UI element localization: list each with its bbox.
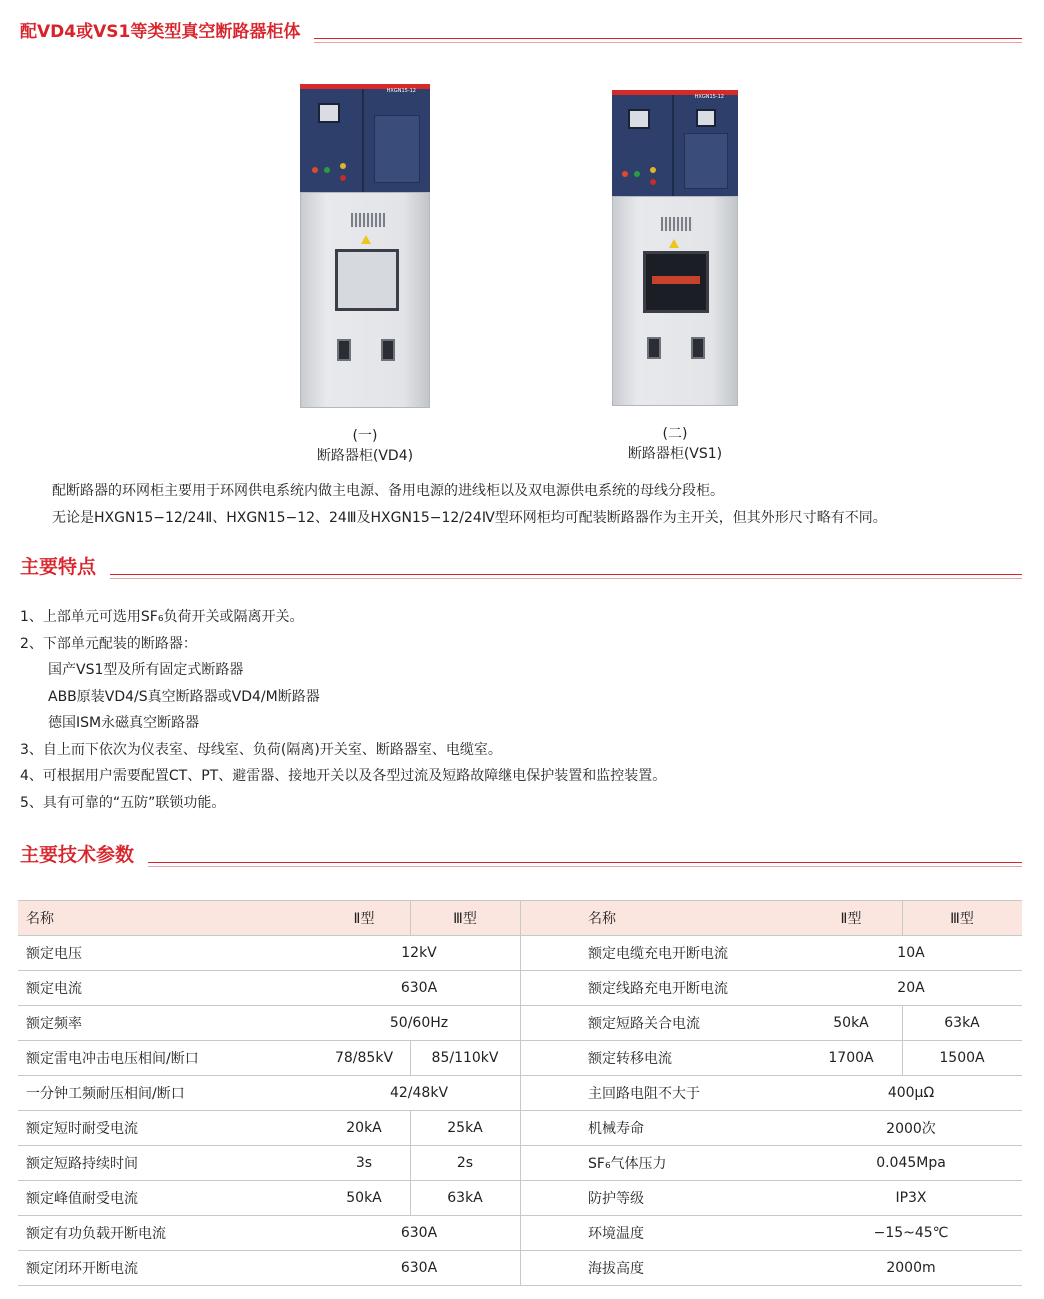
param-name: 额定转移电流 xyxy=(588,1051,672,1067)
table-row xyxy=(18,1251,1022,1286)
table-row xyxy=(18,1181,1022,1216)
feature-item: 1、上部单元可选用SF₆负荷开关或隔离开关。 xyxy=(20,609,304,625)
caption-index: (二) xyxy=(662,426,688,442)
param-name: 额定短路关合电流 xyxy=(588,1016,700,1032)
param-value: IP3X xyxy=(895,1190,927,1206)
feature-subitem: 国产VS1型及所有固定式断路器 xyxy=(48,662,244,678)
cabinet-model-label: HXGN15-12 xyxy=(694,94,724,100)
param-value-type3: 25kA xyxy=(447,1120,483,1136)
param-value: 2000次 xyxy=(886,1121,936,1137)
feature-item: 2、下部单元配装的断路器： xyxy=(20,635,197,652)
param-value: 12kV xyxy=(401,945,437,961)
section-heading-features xyxy=(20,558,1022,577)
param-name: 额定短路持续时间 xyxy=(26,1156,138,1172)
cabinet-caption-vs1 xyxy=(600,424,750,464)
param-value-type2: 50kA xyxy=(833,1015,869,1031)
table-row xyxy=(18,1041,1022,1076)
param-name: 机械寿命 xyxy=(588,1121,644,1137)
cabinet-caption-vd4 xyxy=(290,426,440,466)
param-value: 630A xyxy=(400,1225,438,1241)
header-name: 名称 xyxy=(588,911,616,927)
param-value-type3: 1500A xyxy=(939,1050,985,1066)
param-value-type2: 1700A xyxy=(828,1050,874,1066)
param-value: 400μΩ xyxy=(887,1085,935,1101)
header-type2: Ⅱ型 xyxy=(353,911,375,927)
param-name: 额定电流 xyxy=(26,981,82,997)
table-row xyxy=(18,971,1022,1006)
feature-item: 5、具有可靠的“五防”联锁功能。 xyxy=(20,794,226,811)
table-row xyxy=(18,1076,1022,1111)
param-value: 50/60Hz xyxy=(389,1015,449,1031)
section-heading-parameters xyxy=(20,846,1022,865)
param-value: 20A xyxy=(897,980,925,996)
param-name: 额定闭环开断电流 xyxy=(26,1261,138,1277)
section-title: 配VD4或VS1等类型真空断路器柜体 xyxy=(20,22,301,42)
feature-subitem: 德国ISM永磁真空断路器 xyxy=(48,715,200,731)
param-name: 防护等级 xyxy=(588,1191,644,1207)
param-value: 42/48kV xyxy=(389,1085,449,1101)
heading-rule xyxy=(110,574,1022,575)
caption-name: 断路器柜(VS1) xyxy=(627,446,723,462)
param-name: 额定频率 xyxy=(26,1016,82,1032)
param-value-type3: 2s xyxy=(456,1155,474,1171)
param-name: SF₆气体压力 xyxy=(588,1156,667,1172)
param-value-type2: 50kA xyxy=(346,1190,382,1206)
param-value-type3: 63kA xyxy=(447,1190,483,1206)
cabinet-model-label: HXGN15-12 xyxy=(386,88,416,94)
param-name: 额定有功负载开断电流 xyxy=(26,1226,166,1242)
param-value: 0.045Mpa xyxy=(876,1155,946,1171)
table-row xyxy=(18,1146,1022,1181)
param-value: 630A xyxy=(400,1260,438,1276)
intro-line-1: 配断路器的环网柜主要用于环网供电系统内做主电源、备用电源的进线柜以及双电源供电系统的母线分段柜。 xyxy=(52,483,724,499)
header-type3: Ⅲ型 xyxy=(950,911,974,927)
param-name: 额定峰值耐受电流 xyxy=(26,1191,138,1207)
param-name: 环境温度 xyxy=(588,1226,644,1242)
header-type2: Ⅱ型 xyxy=(840,911,862,927)
feature-item: 3、自上而下依次为仪表室、母线室、负荷(隔离)开关室、断路器室、电缆室。 xyxy=(20,741,502,758)
heading-rule xyxy=(148,862,1022,863)
param-name: 额定雷电冲击电压相间/断口 xyxy=(26,1051,199,1067)
table-row xyxy=(18,936,1022,971)
feature-item: 4、可根据用户需要配置CT、PT、避雷器、接地开关以及各型过流及短路故障继电保护装置和监控装置。 xyxy=(20,768,667,784)
table-header-row xyxy=(18,900,1022,936)
cabinet-image-vs1 xyxy=(612,90,738,406)
param-value: 10A xyxy=(897,945,925,961)
param-value: 630A xyxy=(400,980,438,996)
param-value: −15~45℃ xyxy=(873,1225,949,1241)
cabinet-image-vd4 xyxy=(300,84,430,408)
param-name: 额定电压 xyxy=(26,946,82,962)
param-name: 一分钟工频耐压相间/断口 xyxy=(26,1086,185,1102)
table-row xyxy=(18,1006,1022,1041)
param-value-type2: 78/85kV xyxy=(334,1050,394,1066)
param-value-type3: 85/110kV xyxy=(431,1050,499,1066)
heading-rule xyxy=(314,38,1022,39)
param-value-type3: 63kA xyxy=(944,1015,980,1031)
caption-index: (一) xyxy=(352,428,378,444)
param-value-type2: 3s xyxy=(355,1155,373,1171)
table-row xyxy=(18,1111,1022,1146)
section-title: 主要技术参数 xyxy=(20,844,135,866)
features-list xyxy=(20,604,666,816)
param-name: 额定线路充电开断电流 xyxy=(588,981,728,997)
param-name: 海拔高度 xyxy=(588,1261,644,1277)
intro-line-2: 无论是HXGN15−12/24Ⅱ、HXGN15−12、24Ⅲ及HXGN15−12/24Ⅳ型环网柜均可配装断路器作为主开关，但其外形尺寸略有不同。 xyxy=(52,510,887,526)
param-name: 额定短时耐受电流 xyxy=(26,1121,138,1137)
param-value: 2000m xyxy=(886,1260,936,1276)
param-name: 主回路电阻不大于 xyxy=(588,1086,700,1102)
section-title: 主要特点 xyxy=(20,556,97,578)
param-value-type2: 20kA xyxy=(346,1120,382,1136)
header-type3: Ⅲ型 xyxy=(453,911,477,927)
caption-name: 断路器柜(VD4) xyxy=(316,448,414,464)
param-name: 额定电缆充电开断电流 xyxy=(588,946,728,962)
feature-subitem: ABB原装VD4/S真空断路器或VD4/M断路器 xyxy=(48,688,320,705)
header-name: 名称 xyxy=(26,911,54,927)
table-row xyxy=(18,1216,1022,1251)
section-heading-cabinets xyxy=(20,24,1022,41)
